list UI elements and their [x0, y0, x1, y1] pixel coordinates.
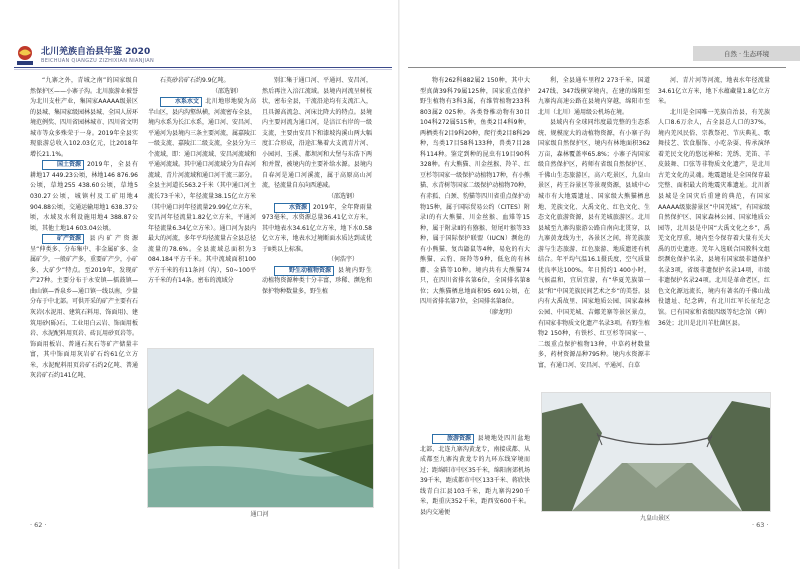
county-logo-icon: [14, 44, 36, 66]
section-paragraph: [420, 434, 530, 516]
author-credit: （邵选钢）: [327, 193, 358, 201]
body-paragraph: 物有262科882属2 150种，其中大型真菌39科79属125种，国家重点保护野生植物有3科3属，有维管植物233科803属2 025种。各类脊椎动物有30目104科272属515种，鱼类2目4科9种，两栖类有2目9科20种，爬行类2目8科29种，鸟类17目58科133种，兽类7目28科114种。鉴定到种的昆虫有19目90科328种。有大熊猫、川金丝猴、羚羊、红豆杉等国家一级保护动植物17种，有小熊猫、水青树等国家二级保护动植物70种，有赤狐、白颈、豹猫等四川省重点保护动物15种，属于国际贸易公约（CITES）附录Ⅰ的有大熊猫、川金丝猴、血雉等15种，属于附录Ⅱ的有猕猴、短尾叶猴等33种，属于国际保护联盟（IUCN）濒危的有小熊猫、复齿鼯鼠等4种，易危的有大熊猫、云豹、斑羚等9种，低危的有林麝、金猫等10种。境内共有大熊猫74只，在四川省排名第6位，全国排名第8位；大熊猫栖息地面积95 691公顷，在四川省排名第7位，全国排名第8位。: [420, 77, 530, 306]
right-column-1-lower: [420, 434, 530, 516]
page-number: · 63 ·: [752, 521, 769, 529]
body-paragraph: 利，全县通车里程2 273千米，国道247线、347线横穿境内，在建的绵阳至九寨沟高速公路在县境内穿越，绵阳市至北川（北川）通用级公机场在境。: [538, 77, 650, 116]
section-paragraph: [262, 266, 372, 298]
section-body: 2019年，全年降雨量973毫米，水资源总量36.41亿立方米，其中地表水34.61亿立方米，地下水0.58亿立方米，地表水过境断面水质达到或优于Ⅱ类以上标准。: [262, 203, 372, 253]
body-paragraph: 石英砂岩矿石约9.9亿吨。: [160, 77, 230, 84]
body-paragraph: 河、青片河等河流，地表水年径流量34.61亿立方米，地下水蕴藏量1.8亿立方米。: [658, 77, 770, 106]
right-column-2: [538, 76, 650, 388]
jiuhuangshan-photo: [541, 392, 771, 512]
right-page: [400, 0, 800, 569]
mountain-bridge-image: [542, 393, 770, 511]
header-divider-thin: [14, 69, 392, 70]
left-column-2: [148, 76, 256, 345]
section-tag: 自然 · 生态环境: [693, 46, 800, 61]
section-heading: 野生动植物资源: [274, 266, 334, 276]
section-paragraph: [30, 234, 138, 382]
section-heading: 矿产资源: [42, 234, 84, 244]
body-paragraph: “九寨之外，青城之南”的国家级自然保护区——小寨子沟。北川旅游业被誉为北川支柱产业，集国家AAAAA级景区的县城、集国家级园林县城、全国人居环境范例奖、四川省园林城市、四川省文明城市等众多殊荣于一身。2019年全县实现旅游总收入102.03亿元，比2018年增长21.1%。: [30, 77, 138, 158]
section-paragraph: [30, 160, 138, 234]
section-body: 县境地处四川盆地北部，北连九寨沟黄龙专，南接成都、从成都至九寨沟黄龙专的九环东线穿境而过；距绵阳市中区35千米，绵阳南郊机场39千米，距成都市中区133千米、蒋欣快线青白江县103千米，距九寨沟290千米，距重庆352千米，距西安600千米。县内交通便: [420, 435, 530, 516]
author-credit: （邵选钢）: [211, 87, 242, 95]
body-paragraph: 北川是全国唯一羌族自治县，有羌族人口8.6万余人，占全县总人口的37%，境内羌风民俗、宗教祭祀、节庆典礼、歌舞技艺、饮食服饰、小吃杂耍、传承演绎着羌民文化的悠远神秘；羌绣、羌笛、羊皮鼓舞、口弦等非物质文化遗产，是北川古羌文化的灵魂。地震遗址是全国保存最完整、面积最大的地震灾难遗址。北川新县城是全国灾后重建的典范，有国家AAAAA级旅游景区“中国羌城”，有国家级自然保护区、国家森林公园、国家地质公园等，北川县是中国“大禹文化之乡”，禹羌文化厚重，境内至今保存着大量有关大禹的历史遗迹。羌年入选联合国教科文组织濒危保护名录，县境有国家级非遗保护名录3项，省级非遗保护名录14项，市级非遗保护名录24项。北川是革命老区，红色文化源远流长，境内有著名的千佛山战役遗址、纪念碑，有北川红军长征纪念馆。已有国家和省级四级等纪念馆（碑）36处；北川是北川羊肚菌区县。: [658, 108, 770, 327]
yearbook-header: [14, 44, 154, 66]
header-divider: [14, 67, 392, 68]
section-heading: 水系水文: [160, 97, 202, 107]
tongkou-river-photo: [147, 348, 374, 508]
left-column-3: [262, 76, 372, 345]
river-landscape-image: [148, 349, 373, 507]
section-body: 县内矿产资源呈“伸类多、分布集中、非金属矿多、金属矿少，一般矿产多，重要矿产少，小矿多、大矿少”特点。至2019年，发现矿产27种。主要分布于永安镇—擂鼓镇—曲山镇—香泉乡—通口镇一线以南，少量分布于中北部。可供开采的矿产主要有石灰岩(水泥用、建筑石料用、饰面用)、建筑用砂(砾)石、工业用白云岩、饰面用板岩、水泥配料用页岩、砖瓦用砂页岩等。饰面用板岩、普通石灰石等矿产储量丰富，其中饰面用灰岩矿石约61亿立方米，水泥配料用页岩矿石约2亿吨、普通灰岩矿石约141亿吨、: [30, 235, 138, 380]
page-number: · 62 ·: [30, 521, 47, 529]
section-paragraph: [148, 97, 256, 287]
section-heading: 水资源: [274, 203, 310, 213]
body-paragraph: 别汇集于通口河、平通河、安昌河，然后再注入涪江流域。县境内河流呈树枝状，密布全县，干流沿途均有支流汇入，且具源高流急、河床比降大的特点。县境内主要河流为通口河，是涪江右岸的一级支流，主要由安昌下和漆坡沟溪山两大幅度汇合形成，沿途汇集着大支流青片河、小园河、玉溪、都坝河和大堡与东浩下两和并置，被境内的主要补给水源。县境内自春河是通口河溪流，属于高原高山河流，径流量自东向西递减。: [262, 77, 372, 190]
photo-caption: 九皇山景区: [639, 515, 670, 522]
section-paragraph: [262, 203, 372, 256]
section-body: 2019年，全县有耕地17 449.23公顷，林地146 876.96公顷，草地255 438.60公顷，草地5 030.27公顷，城镇村及工矿用地4 904.88公顷，交通运输用地1 638.37公顷，水域及水利设施用地4 388.87公顷，其他土地14 603.04公顷。: [30, 161, 138, 232]
yearbook-title: 北川羌族自治县年鉴 2020: [41, 46, 151, 57]
body-paragraph: 县域内有全球同纬度最完整的生态系统、规模庞大的动植物资源，有小寨子沟国家级自然保护区，境内有林地面积362万亩，森林覆盖率65.8%；小寨子沟国家级自然保护区，药师有省级自然保护区、千佛山生态旅游区，高六吃景区，九皇山景区，药王谷景区等景观资源，县域中心城市有大地震遗址、国家级大熊猫栖息地、羌族文化、大禹文化、红色文化、生态文化旅游资源，县有羌城旅游区。北川县城至九寨沟旅游公路自南向北贯穿，以九寨黄龙线为主，各景区之间，将羌族旅游与生态旅游、红色旅游、地质遗迹有机结合。年平均气温16.1摄氏度，空气质量优良率达100%。年日照约1 400小时，气候温和，宜居宜游，有“华夏羌族第一县”和“中国羌族民间艺术之乡”的美誉。县内有大禹故里、国家地质公园、国家森林公园、中国羌城、吉娜羌寨等景区景点，有国家非物质文化遗产名录3项。有野生植物2 150种，有铁杉、红豆杉等国家一、二级重点保护植物13种，中草药材数量多，药材资源品种795种。境内水资源丰富，有通口河、安昌河、平通河、白草: [538, 119, 650, 369]
section-body: 县境内野生动植物资源种类十分丰富，珍稀、濒危和保护物种数量多，野生植: [262, 266, 372, 295]
right-column-1: [420, 76, 530, 430]
section-heading: 旅游资源: [432, 434, 474, 444]
section-body: 北川地形地貌为高半山区，县内沟壑纵横，河流密布全县，境内水系为长江水系，通口河、安昌河、平通河为县境内三条主要河流，属嘉陵江一级支流、嘉陵江二级支流，全县分为三个流域，即：通口河流域、安昌河流域和平通河流域。其中通口河流域分为自春河流域、青片河流域和通口河干流三部分。全县主河道长563.2千米（其中通口河主流长73千米），年径流量38.15亿立方米（其中通口河年径流量29.99亿立方米，安昌河年径流量1.82亿立方米，平通河年径流量6.34亿立方米）。通口河为县内最大的河流，多年平均径流量占全县总径流量的78.6%。全县流域总面积为3 084.184平方千米。其中流域面积100平方千米的有11条河（沟），50~100平方千米的有14条。密布的流域分: [148, 98, 256, 285]
photo-caption: 通口河: [250, 511, 269, 518]
section-heading: 国土资源: [42, 160, 84, 170]
header-divider: [408, 67, 786, 68]
author-credit: （何浩宇）: [327, 256, 358, 264]
yearbook-pinyin: BEICHUAN QIANGZU ZIZHIXIAN NIANJIAN: [41, 57, 155, 64]
author-credit: （廖龙明）: [485, 309, 516, 317]
left-column-1: [30, 76, 138, 516]
